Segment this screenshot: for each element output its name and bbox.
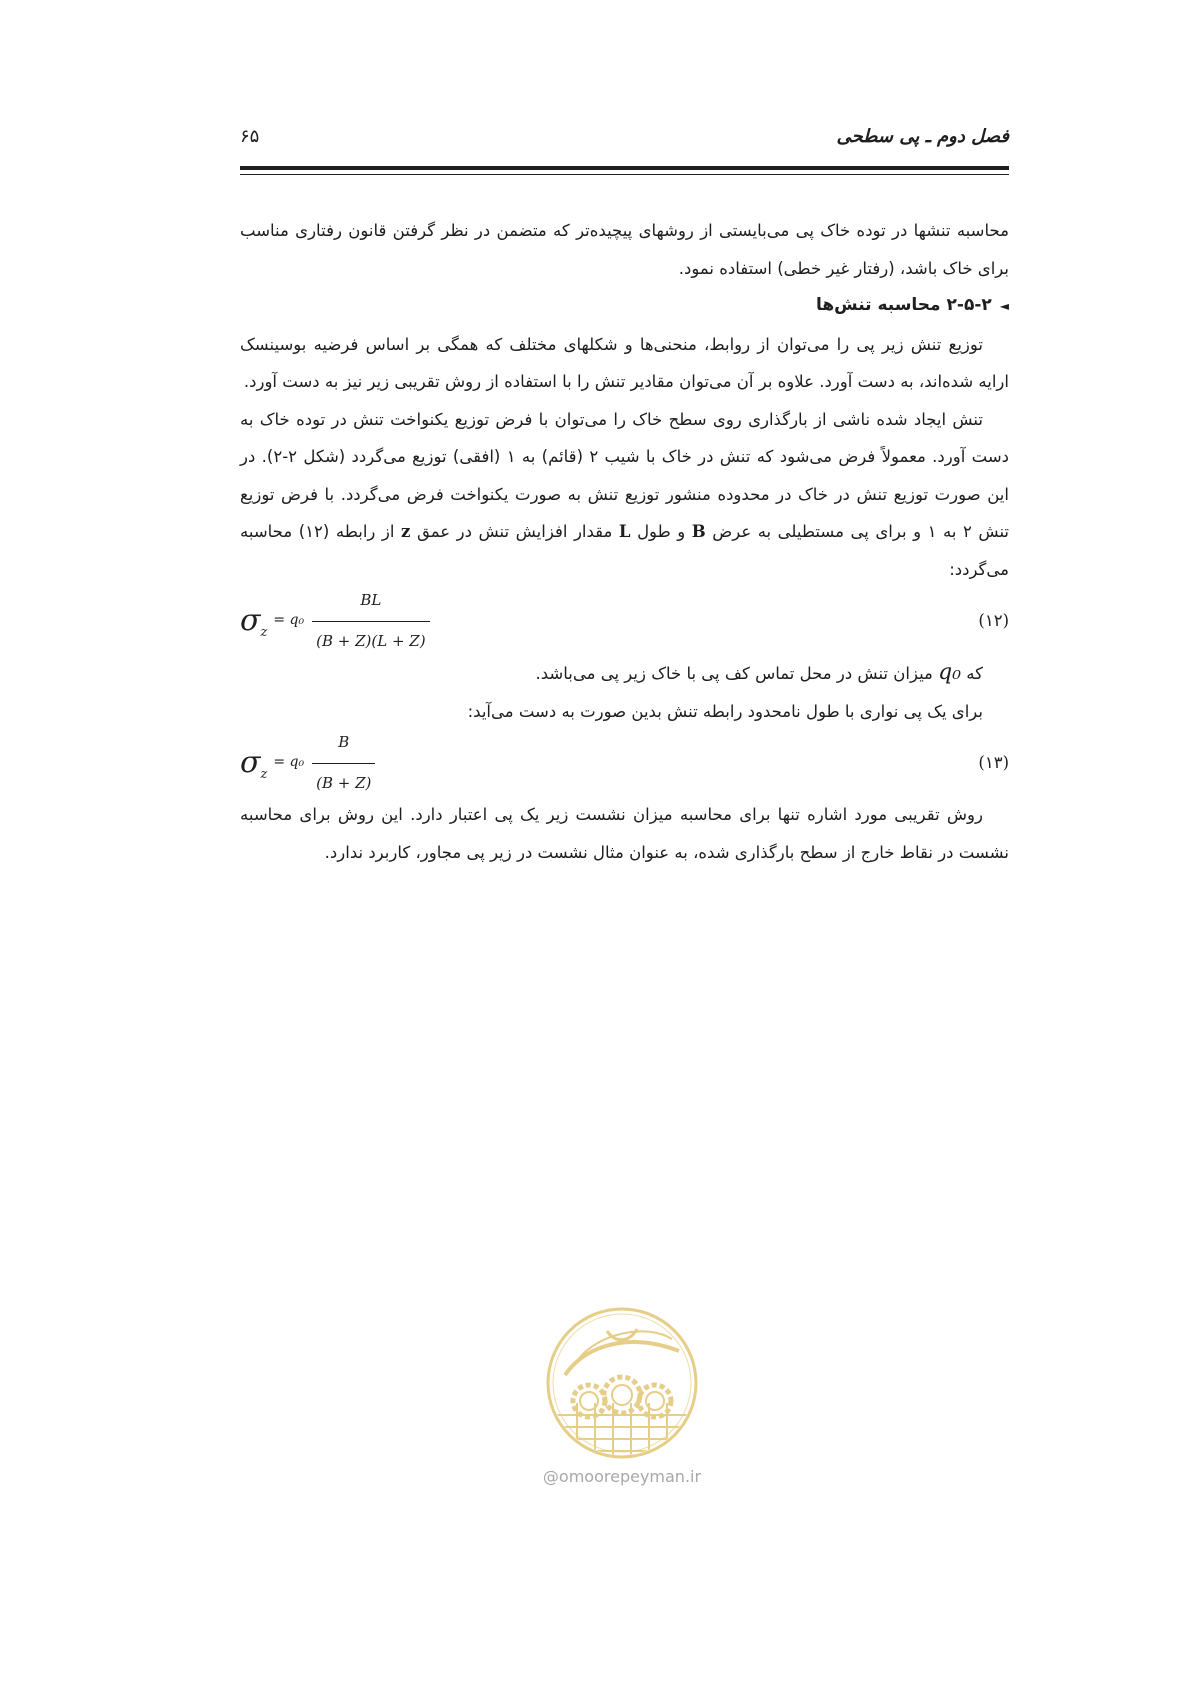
equation-rhs-prefix: = q₀ [273,612,305,629]
fraction-numerator: B [338,733,350,751]
page-header [240,126,1009,166]
intro-paragraph: محاسبه تنشها در توده خاک پی می‌بایستی از روشهای پیچیده‌تر که متضمن در نظر گرفتن قانون رفتاری مناسب برای خاک باشد، (رفتار غیر خطی) استفاده نمود. [240,221,1009,278]
watermark-caption: @omoorepeyman.ir [542,1467,702,1486]
sigma-subscript: z [260,625,268,641]
section-heading-text: ۲-۵-۲ محاسبه تنش‌ها [816,295,992,315]
equation-13 [240,730,1009,796]
paragraph-text: از رابطه (۱۲) محاسبه می‌گردد: [240,522,1009,579]
section-heading [240,287,1009,326]
equation-12 [240,588,1009,654]
equation-rhs-prefix: = q₀ [273,754,305,771]
fraction-denominator: (B + Z)(L + Z) [312,621,429,661]
variable-z: z [401,522,411,541]
paragraph-text: که [966,664,983,683]
equation-body [240,588,430,654]
sigma-symbol: σ [240,603,261,639]
chapter-title: فصل دوم ـ پی سطحی [836,126,1009,147]
closing-paragraph: روش تقریبی مورد اشاره تنها برای محاسبه میزان نشست زیر یک پی اعتبار دارد. این روش برای محاسبه نشست در نقاط خارج از سطح بارگذاری شده، به عنوان مثال نشست در زیر پی مجاور، کاربرد ندارد. [240,805,1009,862]
equation-number: (۱۲) [978,611,1009,630]
q0-symbol: q₀ [938,660,962,685]
sigma-symbol: σ [240,745,261,781]
watermark [522,1303,722,1486]
paragraph-boussinesq: توزیع تنش زیر پی را می‌توان از روابط، منحنی‌ها و شکلهای مختلف که همگی بر اساس فرضیه بوسینسک ارایه شده‌اند، به دست آورد. علاوه بر آن می‌توان مقادیر تنش را با استفاده از روش تقریبی زیر نیز به دست آورد. [240,334,1009,391]
paragraph-text: مقدار افزایش تنش در عمق [416,522,613,541]
equation-fraction [312,724,375,802]
variable-l: L [618,522,631,541]
section-marker-icon: ◄ [999,299,1009,313]
strip-footing-sentence: برای یک پی نواری با طول نامحدود رابطه تنش بدین صورت به دست می‌آید: [467,701,983,721]
equation-body [240,730,375,796]
paragraph-text: تنش ایجاد شده ناشی از بارگذاری روی سطح خاک را می‌توان با فرض توزیع یکنواخت تنش در توده خاک به دست آورد. معمولاً فرض می‌شود که تنش در خاک با شیب ۲ (قائم) به ۱ (افقی) توزیع می‌گردد (شکل ۲-۲). در این صورت توزیع تنش در خاک در محدوده منشور توزیع تنش به صورت یکنواخت فرض می‌گردد. با فرض توزیع تنش ۲ به ۱ و برای پی مستطیلی به عرض [240,409,1010,541]
fraction-denominator: (B + Z) [312,763,375,803]
variable-b: B [691,522,706,541]
watermark-logo-icon [537,1303,707,1463]
equation-number: (۱۳) [978,753,1009,772]
paragraph-text: میزان تنش در محل تماس کف پی با خاک زیر پی می‌باشد. [535,664,933,683]
page-number: ۶۵ [240,126,260,147]
fraction-numerator: BL [360,591,382,609]
page-content [240,212,1009,871]
paragraph-stress-distribution [240,401,1009,589]
equation-fraction [312,582,429,660]
sigma-subscript: z [260,767,268,783]
header-rule-thick [240,166,1009,170]
paragraph-text: و طول [637,522,686,541]
header-rule-thin [240,174,1009,175]
